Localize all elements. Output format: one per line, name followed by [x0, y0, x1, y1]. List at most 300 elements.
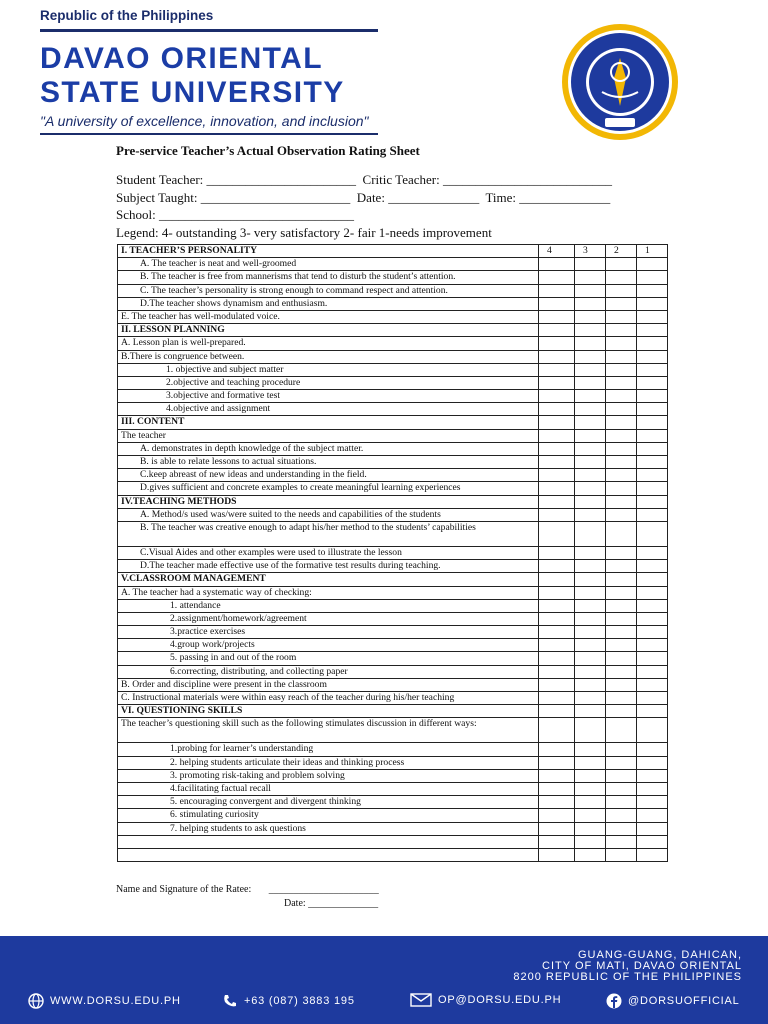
score-cell[interactable] — [539, 284, 575, 297]
criterion-cell: C.Visual Aides and other examples were used to illustrate the lesson — [118, 546, 539, 559]
table-row — [118, 743, 668, 756]
score-cell[interactable] — [637, 297, 668, 310]
table-row — [118, 560, 668, 573]
score-cell[interactable] — [637, 482, 668, 495]
republic-text: Republic of the Philippines — [40, 8, 214, 23]
score-cell[interactable] — [575, 324, 606, 337]
score-cell[interactable] — [539, 848, 575, 861]
score-cell[interactable] — [637, 848, 668, 861]
table-row — [118, 469, 668, 482]
score-cell[interactable] — [539, 469, 575, 482]
score-cell[interactable] — [539, 337, 575, 350]
form-title: Pre-service Teacher’s Actual Observation Rating Sheet — [116, 143, 420, 158]
ratee-signature-line[interactable]: Name and Signature of the Ratee: ______________________ — [116, 884, 379, 895]
facebook-icon — [606, 993, 622, 1009]
ratee-date-line[interactable]: Date: ______________ — [284, 898, 379, 909]
criterion-cell: 5. encouraging convergent and divergent thinking — [118, 796, 539, 809]
score-cell[interactable] — [637, 796, 668, 809]
criterion-cell: A. Method/s used was/were suited to the needs and capabilities of the students — [118, 508, 539, 521]
criterion-cell: C.keep abreast of new ideas and understanding in the field. — [118, 469, 539, 482]
criterion-cell: B. Order and discipline were present in the classroom — [118, 678, 539, 691]
score-cell[interactable] — [575, 848, 606, 861]
subject-date-time-line[interactable]: Subject Taught: _______________________ Date: ______________ Time: ______________ — [116, 190, 611, 205]
score-cell[interactable] — [637, 626, 668, 639]
score-cell[interactable] — [637, 822, 668, 835]
score-cell[interactable] — [637, 469, 668, 482]
table-row — [118, 692, 668, 705]
score-cell[interactable] — [575, 337, 606, 350]
score-cell[interactable] — [539, 495, 575, 508]
university-name-line2: STATE UNIVERSITY — [40, 76, 345, 109]
score-cell[interactable] — [606, 482, 637, 495]
score-cell[interactable] — [575, 297, 606, 310]
score-cell[interactable] — [575, 835, 606, 848]
score-cell[interactable] — [575, 678, 606, 691]
score-cell[interactable] — [606, 560, 637, 573]
score-cell[interactable] — [575, 284, 606, 297]
score-cell[interactable] — [539, 390, 575, 403]
score-cell[interactable] — [606, 495, 637, 508]
score-cell[interactable] — [637, 599, 668, 612]
score-cell[interactable] — [637, 310, 668, 323]
score-cell[interactable] — [575, 756, 606, 769]
email-text: OP@DORSU.EDU.PH — [438, 994, 562, 1006]
table-row — [118, 835, 668, 848]
address-line: GUANG-GUANG, DAHICAN, — [577, 949, 742, 961]
criterion-cell: 1. attendance — [118, 599, 539, 612]
criterion-cell: 3.objective and formative test — [118, 390, 539, 403]
score-cell[interactable] — [637, 456, 668, 469]
score-cell[interactable] — [539, 508, 575, 521]
section-heading: V.CLASSROOM MANAGEMENT — [118, 573, 539, 586]
criterion-cell: 6.correcting, distributing, and collecting paper — [118, 665, 539, 678]
score-cell[interactable] — [606, 456, 637, 469]
criterion-cell: 2. helping students articulate their ideas and thinking process — [118, 756, 539, 769]
score-cell[interactable] — [539, 560, 575, 573]
score-cell[interactable] — [575, 626, 606, 639]
university-seal-logo — [560, 22, 680, 142]
score-cell[interactable] — [637, 782, 668, 795]
section-heading: II. LESSON PLANNING — [118, 324, 539, 337]
score-cell[interactable] — [575, 665, 606, 678]
score-cell[interactable] — [637, 284, 668, 297]
score-cell[interactable] — [606, 626, 637, 639]
table-row — [118, 416, 668, 429]
score-cell[interactable] — [575, 652, 606, 665]
table-row — [118, 258, 668, 271]
criterion-cell: 3.practice exercises — [118, 626, 539, 639]
score-cell[interactable] — [539, 652, 575, 665]
university-address — [513, 950, 742, 983]
university-tagline: "A university of excellence, innovation, and inclusion" — [40, 113, 369, 129]
score-header: 2 — [606, 245, 637, 258]
score-cell[interactable] — [606, 416, 637, 429]
table-row — [118, 756, 668, 769]
score-cell[interactable] — [606, 403, 637, 416]
score-cell[interactable] — [539, 403, 575, 416]
score-cell[interactable] — [575, 350, 606, 363]
score-cell[interactable] — [637, 835, 668, 848]
facebook-link[interactable] — [606, 993, 740, 1009]
header-rule-top — [40, 29, 378, 32]
score-cell[interactable] — [539, 573, 575, 586]
score-cell[interactable] — [606, 835, 637, 848]
criterion-cell: A. The teacher had a systematic way of checking: — [118, 586, 539, 599]
table-row — [118, 546, 668, 559]
website-text: WWW.DORSU.EDU.PH — [50, 995, 181, 1007]
score-cell[interactable] — [637, 743, 668, 756]
criterion-cell: 1.probing for learner’s understanding — [118, 743, 539, 756]
criterion-cell: C. The teacher’s personality is strong enough to command respect and attention. — [118, 284, 539, 297]
score-cell[interactable] — [606, 796, 637, 809]
score-cell[interactable] — [539, 297, 575, 310]
criterion-cell: B.There is congruence between. — [118, 350, 539, 363]
section-heading: IV.TEACHING METHODS — [118, 495, 539, 508]
score-cell[interactable] — [575, 310, 606, 323]
score-cell[interactable] — [575, 258, 606, 271]
score-cell[interactable] — [539, 796, 575, 809]
score-cell[interactable] — [637, 403, 668, 416]
score-cell[interactable] — [637, 586, 668, 599]
score-cell[interactable] — [637, 546, 668, 559]
table-row — [118, 324, 668, 337]
score-cell[interactable] — [637, 350, 668, 363]
school-line[interactable]: School: ______________________________ — [116, 207, 354, 222]
score-cell[interactable] — [606, 284, 637, 297]
score-cell[interactable] — [539, 639, 575, 652]
score-cell[interactable] — [637, 258, 668, 271]
score-cell[interactable] — [539, 612, 575, 625]
table-row — [118, 718, 668, 743]
criterion-cell: The teacher — [118, 429, 539, 442]
score-cell[interactable] — [606, 442, 637, 455]
score-cell[interactable] — [575, 456, 606, 469]
score-cell[interactable] — [539, 546, 575, 559]
score-cell[interactable] — [575, 416, 606, 429]
table-row — [118, 350, 668, 363]
score-cell[interactable] — [606, 376, 637, 389]
score-cell[interactable] — [539, 822, 575, 835]
table-row — [118, 508, 668, 521]
globe-icon — [28, 993, 44, 1009]
score-cell[interactable] — [539, 350, 575, 363]
score-cell[interactable] — [575, 442, 606, 455]
letterhead — [0, 0, 768, 140]
facebook-text: @DORSUOFFICIAL — [628, 995, 740, 1007]
table-row — [118, 284, 668, 297]
score-cell[interactable] — [575, 599, 606, 612]
score-cell[interactable] — [606, 469, 637, 482]
score-cell[interactable] — [606, 546, 637, 559]
criterion-cell: E. The teacher has well-modulated voice. — [118, 310, 539, 323]
table-row — [118, 573, 668, 586]
score-cell[interactable] — [637, 521, 668, 546]
address-line: CITY OF MATI, DAVAO ORIENTAL — [542, 960, 742, 972]
score-cell[interactable] — [575, 796, 606, 809]
table-row — [118, 376, 668, 389]
score-header: 1 — [637, 245, 668, 258]
score-cell[interactable] — [539, 743, 575, 756]
score-cell[interactable] — [575, 718, 606, 743]
email-link[interactable] — [410, 993, 561, 1007]
score-cell[interactable] — [539, 769, 575, 782]
score-cell[interactable] — [575, 469, 606, 482]
criterion-cell: B. is able to relate lessons to actual situations. — [118, 456, 539, 469]
score-cell[interactable] — [606, 769, 637, 782]
score-cell[interactable] — [539, 429, 575, 442]
score-cell[interactable] — [637, 573, 668, 586]
table-row — [118, 495, 668, 508]
score-cell[interactable] — [637, 769, 668, 782]
score-cell[interactable] — [575, 809, 606, 822]
score-cell[interactable] — [539, 809, 575, 822]
student-critic-teacher-line[interactable]: Student Teacher: _______________________ Critic Teacher: __________________________ — [116, 172, 612, 187]
score-cell[interactable] — [575, 743, 606, 756]
score-cell[interactable] — [575, 705, 606, 718]
score-cell[interactable] — [606, 363, 637, 376]
score-cell[interactable] — [575, 822, 606, 835]
rating-legend: Legend: 4- outstanding 3- very satisfactory 2- fair 1-needs improvement — [116, 225, 492, 240]
score-cell[interactable] — [539, 599, 575, 612]
criterion-cell — [118, 848, 539, 861]
score-cell[interactable] — [606, 271, 637, 284]
rating-table — [117, 244, 668, 862]
criterion-cell: 7. helping students to ask questions — [118, 822, 539, 835]
score-cell[interactable] — [606, 350, 637, 363]
envelope-icon — [410, 993, 432, 1007]
table-row — [118, 390, 668, 403]
table-row — [118, 705, 668, 718]
criterion-cell: D.gives sufficient and concrete examples to create meaningful learning experiences — [118, 482, 539, 495]
table-row — [118, 442, 668, 455]
table-row — [118, 586, 668, 599]
table-row — [118, 822, 668, 835]
score-cell[interactable] — [575, 376, 606, 389]
score-cell[interactable] — [637, 705, 668, 718]
score-cell[interactable] — [606, 705, 637, 718]
score-cell[interactable] — [606, 429, 637, 442]
table-row — [118, 665, 668, 678]
section-heading: I. TEACHER’S PERSONALITY — [118, 245, 539, 258]
table-row — [118, 769, 668, 782]
table-row — [118, 429, 668, 442]
score-cell[interactable] — [606, 822, 637, 835]
table-row — [118, 809, 668, 822]
phone-link[interactable] — [222, 993, 355, 1009]
score-cell[interactable] — [606, 258, 637, 271]
score-cell[interactable] — [575, 495, 606, 508]
score-cell[interactable] — [637, 271, 668, 284]
score-cell[interactable] — [539, 363, 575, 376]
table-row — [118, 271, 668, 284]
score-cell[interactable] — [575, 521, 606, 546]
website-link[interactable] — [28, 993, 181, 1009]
score-cell[interactable] — [575, 508, 606, 521]
table-row — [118, 310, 668, 323]
score-cell[interactable] — [575, 639, 606, 652]
score-cell[interactable] — [637, 429, 668, 442]
score-cell[interactable] — [575, 560, 606, 573]
score-cell[interactable] — [606, 665, 637, 678]
score-cell[interactable] — [637, 639, 668, 652]
score-cell[interactable] — [606, 390, 637, 403]
score-cell[interactable] — [637, 363, 668, 376]
score-cell[interactable] — [539, 678, 575, 691]
score-cell[interactable] — [606, 297, 637, 310]
score-cell[interactable] — [606, 324, 637, 337]
score-cell[interactable] — [575, 429, 606, 442]
score-cell[interactable] — [575, 573, 606, 586]
score-cell[interactable] — [575, 363, 606, 376]
score-cell[interactable] — [539, 271, 575, 284]
score-cell[interactable] — [637, 665, 668, 678]
score-cell[interactable] — [575, 782, 606, 795]
score-cell[interactable] — [575, 612, 606, 625]
section-heading: VI. QUESTIONING SKILLS — [118, 705, 539, 718]
score-cell[interactable] — [606, 652, 637, 665]
score-cell[interactable] — [637, 756, 668, 769]
score-cell[interactable] — [606, 639, 637, 652]
score-cell[interactable] — [539, 482, 575, 495]
score-cell[interactable] — [539, 324, 575, 337]
score-cell[interactable] — [539, 756, 575, 769]
score-cell[interactable] — [606, 573, 637, 586]
table-row — [118, 599, 668, 612]
criterion-cell: 6. stimulating curiosity — [118, 809, 539, 822]
phone-icon — [222, 993, 238, 1009]
score-cell[interactable] — [606, 782, 637, 795]
score-cell[interactable] — [637, 442, 668, 455]
score-cell[interactable] — [606, 508, 637, 521]
score-cell[interactable] — [539, 456, 575, 469]
score-cell[interactable] — [575, 546, 606, 559]
criterion-cell: 2.objective and teaching procedure — [118, 376, 539, 389]
score-cell[interactable] — [637, 560, 668, 573]
score-cell[interactable] — [637, 324, 668, 337]
score-cell[interactable] — [606, 809, 637, 822]
criterion-cell: C. Instructional materials were within easy reach of the teacher during his/her teaching — [118, 692, 539, 705]
score-cell[interactable] — [539, 626, 575, 639]
score-cell[interactable] — [575, 271, 606, 284]
score-cell[interactable] — [539, 586, 575, 599]
score-cell[interactable] — [606, 599, 637, 612]
criterion-cell: 4.group work/projects — [118, 639, 539, 652]
score-cell[interactable] — [606, 848, 637, 861]
criterion-cell — [118, 835, 539, 848]
table-row — [118, 678, 668, 691]
score-header: 3 — [575, 245, 606, 258]
score-cell[interactable] — [606, 743, 637, 756]
criterion-cell: The teacher’s questioning skill such as the following stimulates discussion in different ways: — [118, 718, 539, 743]
score-cell[interactable] — [606, 692, 637, 705]
score-cell[interactable] — [637, 678, 668, 691]
score-cell[interactable] — [539, 835, 575, 848]
score-cell[interactable] — [539, 705, 575, 718]
score-cell[interactable] — [606, 310, 637, 323]
table-row — [118, 796, 668, 809]
score-cell[interactable] — [637, 652, 668, 665]
score-cell[interactable] — [637, 612, 668, 625]
score-cell[interactable] — [539, 692, 575, 705]
score-cell[interactable] — [606, 612, 637, 625]
table-row — [118, 639, 668, 652]
score-cell[interactable] — [575, 403, 606, 416]
criterion-cell: 3. promoting risk-taking and problem solving — [118, 769, 539, 782]
table-row — [118, 626, 668, 639]
header-rule-bottom — [40, 133, 378, 135]
score-cell[interactable] — [637, 390, 668, 403]
university-name-line1: DAVAO ORIENTAL — [40, 42, 323, 75]
phone-text: +63 (087) 3883 195 — [244, 995, 355, 1007]
score-cell[interactable] — [539, 782, 575, 795]
score-cell[interactable] — [575, 769, 606, 782]
score-cell[interactable] — [606, 718, 637, 743]
criterion-cell: A. demonstrates in depth knowledge of the subject matter. — [118, 442, 539, 455]
criterion-cell: D.The teacher made effective use of the formative test results during teaching. — [118, 560, 539, 573]
table-row — [118, 403, 668, 416]
score-cell[interactable] — [539, 258, 575, 271]
criterion-cell: A. The teacher is neat and well-groomed — [118, 258, 539, 271]
score-cell[interactable] — [606, 337, 637, 350]
score-cell[interactable] — [539, 521, 575, 546]
score-cell[interactable] — [637, 718, 668, 743]
table-row — [118, 245, 668, 258]
score-cell[interactable] — [539, 718, 575, 743]
score-cell[interactable] — [606, 586, 637, 599]
score-cell[interactable] — [637, 416, 668, 429]
table-row — [118, 337, 668, 350]
table-row — [118, 612, 668, 625]
table-row — [118, 521, 668, 546]
page-footer — [0, 936, 768, 1024]
score-cell[interactable] — [539, 376, 575, 389]
table-row — [118, 782, 668, 795]
score-cell[interactable] — [539, 310, 575, 323]
criterion-cell: A. Lesson plan is well-prepared. — [118, 337, 539, 350]
score-cell[interactable] — [637, 692, 668, 705]
criterion-cell: 4.objective and assignment — [118, 403, 539, 416]
section-heading: III. CONTENT — [118, 416, 539, 429]
score-cell[interactable] — [539, 442, 575, 455]
score-cell[interactable] — [637, 508, 668, 521]
table-row — [118, 848, 668, 861]
table-row — [118, 363, 668, 376]
score-cell[interactable] — [539, 416, 575, 429]
score-cell[interactable] — [575, 692, 606, 705]
score-cell[interactable] — [575, 390, 606, 403]
score-cell[interactable] — [606, 756, 637, 769]
criterion-cell: B. The teacher was creative enough to adapt his/her method to the students’ capabilities — [118, 521, 539, 546]
score-cell[interactable] — [637, 495, 668, 508]
table-row — [118, 482, 668, 495]
score-cell[interactable] — [637, 376, 668, 389]
table-row — [118, 652, 668, 665]
score-cell[interactable] — [539, 665, 575, 678]
criterion-cell: 5. passing in and out of the room — [118, 652, 539, 665]
score-cell[interactable] — [575, 482, 606, 495]
score-cell[interactable] — [575, 586, 606, 599]
score-cell[interactable] — [637, 809, 668, 822]
criterion-cell: 1. objective and subject matter — [118, 363, 539, 376]
criterion-cell: D.The teacher shows dynamism and enthusiasm. — [118, 297, 539, 310]
score-header: 4 — [539, 245, 575, 258]
criterion-cell: 4.facilitating factual recall — [118, 782, 539, 795]
table-row — [118, 456, 668, 469]
table-row — [118, 297, 668, 310]
score-cell[interactable] — [637, 337, 668, 350]
score-cell[interactable] — [606, 678, 637, 691]
score-cell[interactable] — [606, 521, 637, 546]
